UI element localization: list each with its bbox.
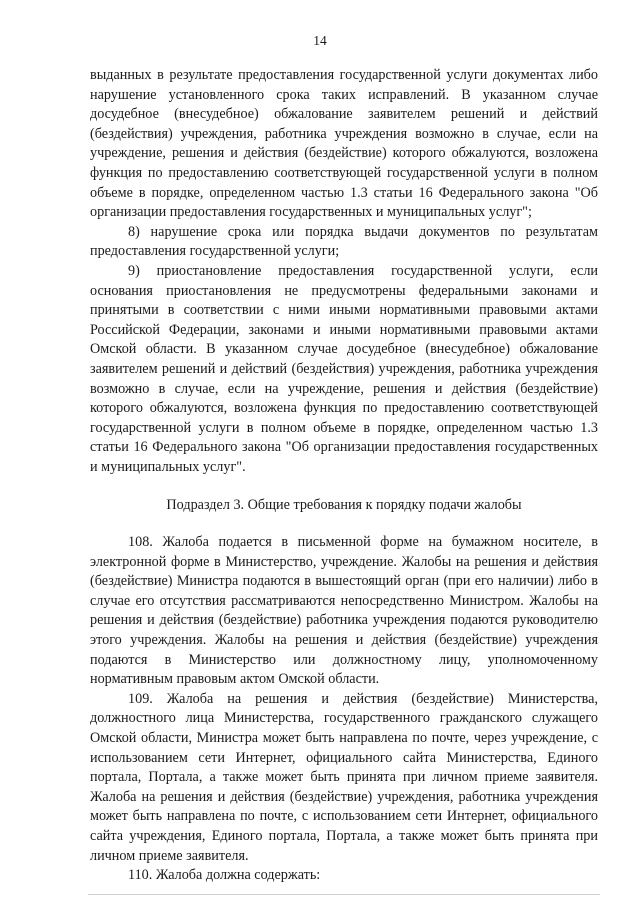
subsection-heading: Подраздел 3. Общие требования к порядку подачи жалобы <box>166 497 522 514</box>
paragraph-item-8: 8) нарушение срока или порядка выдачи документов по результатам предоставления государственной услуги; <box>90 223 598 260</box>
paragraph-110: 110. Жалоба должна содержать: <box>128 867 321 884</box>
paragraph-108: 108. Жалоба подается в письменной форме на бумажном носителе, в электронной форме в Министерство, учреждение. Жалобы на решения и действия (бездействие) Министра подаются в вышестоящий орган (при его наличии) либо в случае его отсутствия рассматриваются непосредственно Министром. Жалобы на решения и действия (бездействие) работника учреждения подаются руководителю этого учреждения. Жалобы на решения и действия (бездействие) учреждения подаются в Министерство или должностному лицу, уполномоченному нормативным правовым актом Омской области. <box>90 534 598 688</box>
paragraph-109: 109. Жалоба на решения и действия (бездействие) Министерства, должностного лица Министерства, государственного гражданского служащего Омской области, Министра может быть направлена по почте, через учреждение, с использованием сети Интернет, официального сайта Министерства, Единого портала, Портала, а также может быть принята при личном приеме заявителя. Жалоба на решения и действия (бездействие) учреждения, работника учреждения может быть направлена по почте, с использованием сети Интернет, официального сайта учреждения, Единого портала, Портала, а также может быть принята при личном приеме заявителя. <box>90 690 598 864</box>
page-number: 14 <box>313 33 327 48</box>
paragraph-item-9: 9) приостановление предоставления государственной услуги, если основания приостановления не предусмотрены федеральными законами и принятыми в соответствии с ними иными нормативными правовыми актами Российской Федерации, законами и иными нормативными правовыми актами Омской области. В указанном случае досудебное (внесудебное) обжалование заявителем решений и действий (бездействия) учреждения, работника учреждения возможно в случае, если на учреждение, решения и действия (бездействие) которого обжалуются, возложена функция по предоставлению соответствующей государственной услуги в полном объеме в порядке, определенном частью 1.3 статьи 16 Федерального закона "Об организации предоставления государственных и муниципальных услуг". <box>90 262 598 475</box>
scan-edge-line <box>88 894 600 895</box>
paragraph-continuation: выданных в результате предоставления государственной услуги документах либо нарушение установленного срока таких исправлений. В указанном случае досудебное (внесудебное) обжалование заявителем решений и действий (бездействия) учреждения, работника учреждения возможно в случае, если на учреждение, решения и действия (бездействие) которого обжалуются, возложена функция по предоставлению соответствующей государственной услуги в полном объеме в порядке, определенном частью 1.3 статьи 16 Федерального закона "Об организации предоставления государственных и муниципальных услуг"; <box>90 67 598 221</box>
page-content <box>90 66 598 886</box>
